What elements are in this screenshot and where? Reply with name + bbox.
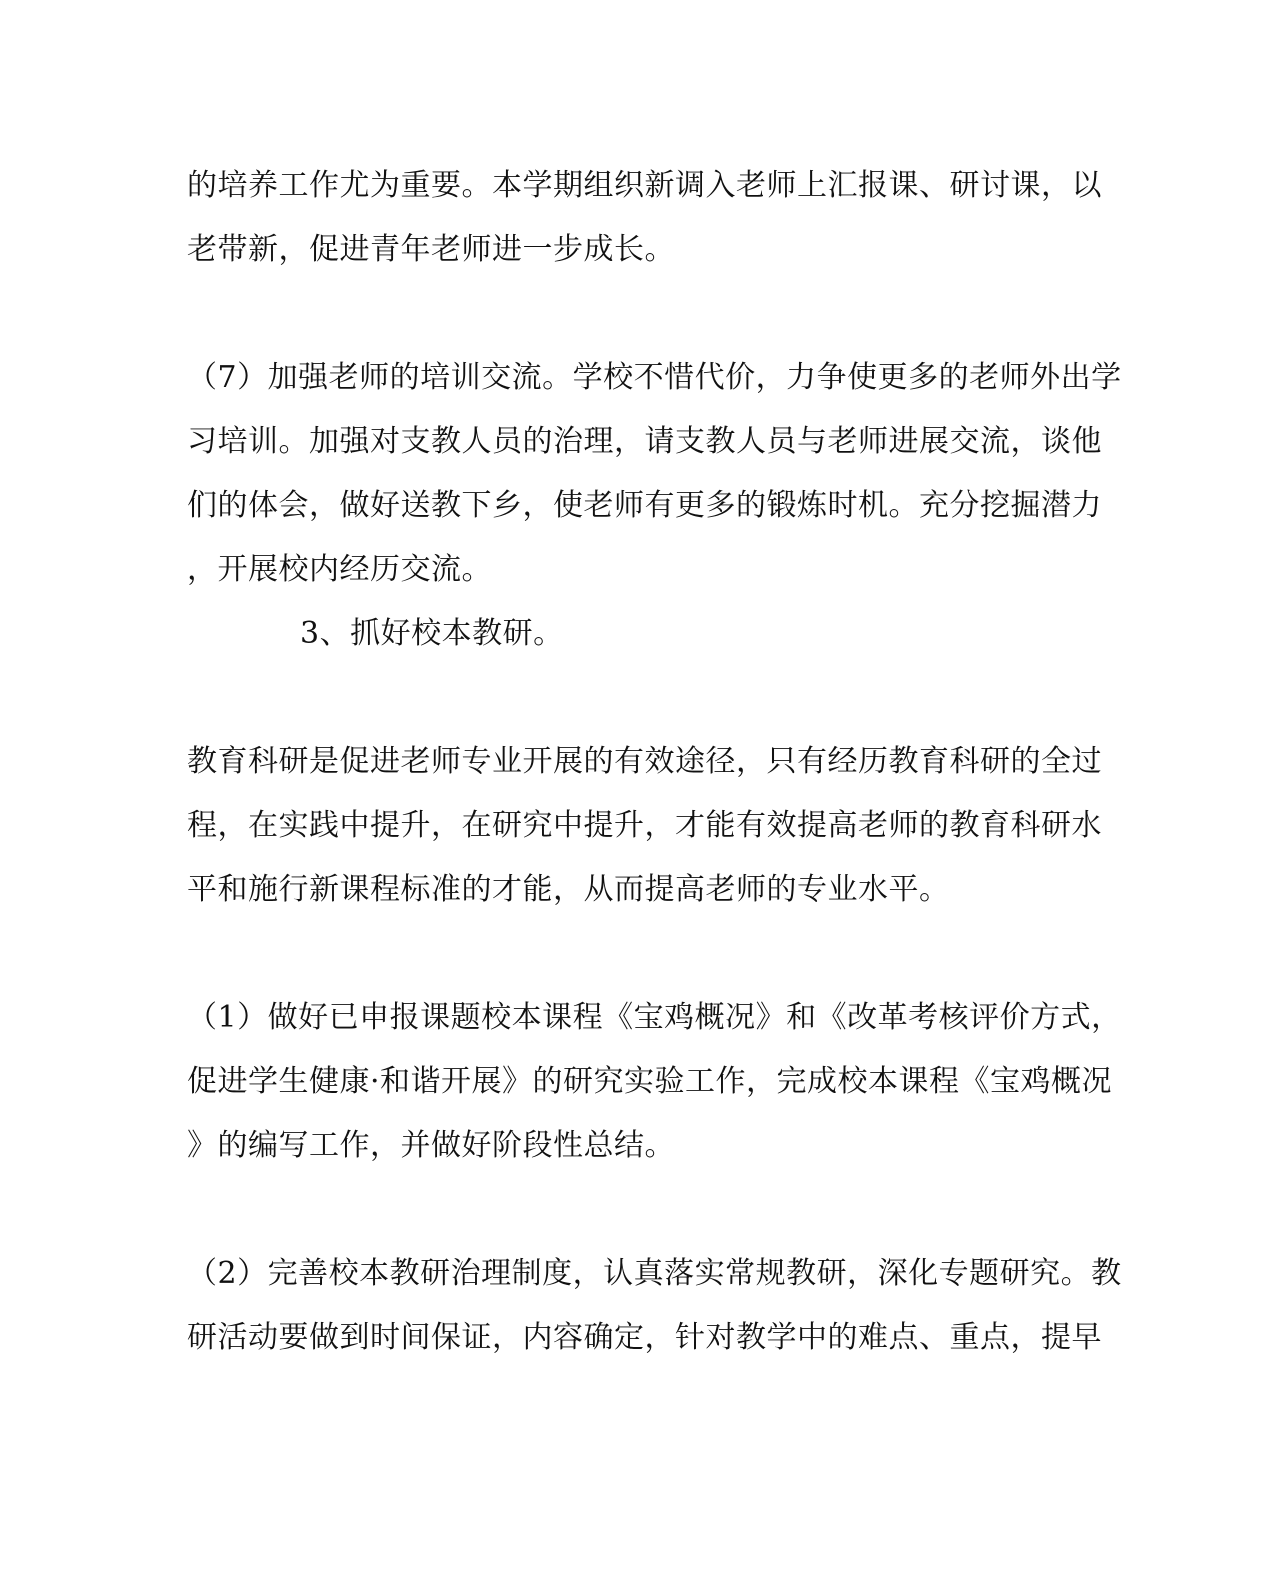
- text-line: 们的体会，做好送教下乡，使老师有更多的锻炼时机。充分挖掘潜力: [187, 488, 1102, 523]
- text-line: 促进学生健康·和谐开展》的研究实验工作，完成校本课程《宝鸡概况: [187, 1064, 1113, 1099]
- text-line: 程，在实践中提升，在研究中提升，才能有效提高老师的教育科研水: [187, 808, 1102, 843]
- section-heading: 3、抓好校本教研。: [300, 616, 564, 651]
- text-line: 平和施行新课程标准的才能，从而提高老师的专业水平。: [187, 872, 950, 907]
- text-line: 的培养工作尤为重要。本学期组织新调入老师上汇报课、研讨课，以: [187, 168, 1102, 203]
- text-line: 习培训。加强对支教人员的治理，请支教人员与老师进展交流，谈他: [187, 424, 1102, 459]
- paragraph-2-line: （2）完善校本教研治理制度，认真落实常规教研，深化专题研究。教: [187, 1256, 1122, 1291]
- paragraph-7-line: （7）加强老师的培训交流。学校不惜代价，力争使更多的老师外出学: [187, 360, 1122, 395]
- text-line: ，开展校内经历交流。: [187, 552, 492, 587]
- text-line: 教育科研是促进老师专业开展的有效途径，只有经历教育科研的全过: [187, 744, 1102, 779]
- text-line: 》的编写工作，并做好阶段性总结。: [187, 1128, 675, 1163]
- text-line: 研活动要做到时间保证，内容确定，针对教学中的难点、重点，提早: [187, 1320, 1102, 1355]
- paragraph-1-line: （1）做好已申报课题校本课程《宝鸡概况》和《改革考核评价方式，: [187, 1000, 1122, 1035]
- text-line: 老带新，促进青年老师进一步成长。: [187, 232, 675, 267]
